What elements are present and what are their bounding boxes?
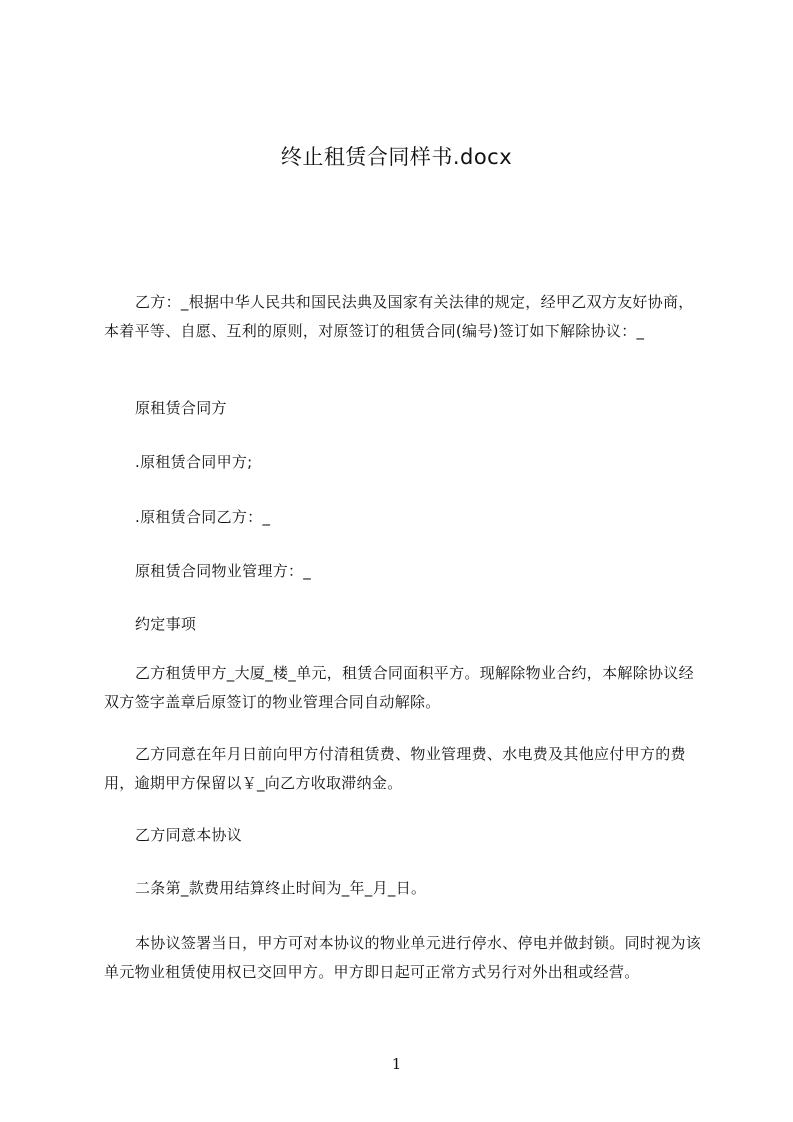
- agree-line: 乙方同意本协议: [135, 826, 243, 844]
- property-manager-line: 原租赁合同物业管理方：_: [135, 562, 312, 580]
- party-b-line: .原租赁合同乙方：_: [135, 508, 271, 526]
- page-number: 1: [391, 1055, 402, 1073]
- page-title: 终止租赁合同样书.docx: [280, 145, 513, 169]
- terms-heading: 约定事项: [135, 615, 197, 633]
- party-a-line: .原租赁合同甲方;: [135, 453, 253, 471]
- term-paragraph-2: 乙方同意在年月日前向甲方付清租赁费、物业管理费、水电费及其他应付甲方的费用，逾期甲方保留以￥_向乙方收取滞纳金。: [104, 745, 686, 792]
- term-paragraph-1: 乙方租赁甲方_大厦_楼_单元，租赁合同面积平方。现解除物业合约，本解除协议经双方签字盖章后原签订的物业管理合同自动解除。: [104, 664, 694, 711]
- term-paragraph-3: 本协议签署当日，甲方可对本协议的物业单元进行停水、停电并做封锁。同时视为该单元物业租赁使用权已交回甲方。甲方即日起可正常方式另行对外出租或经营。: [104, 934, 702, 981]
- settlement-line: 二条第_款费用结算终止时间为_年_月_日。: [135, 879, 427, 897]
- intro-paragraph: 乙方：_根据中华人民共和国民法典及国家有关法律的规定，经甲乙双方友好协商，本着平等、自愿、互利的原则，对原签订的租赁合同(编号)签订如下解除协议：_: [104, 293, 694, 340]
- parties-heading: 原租赁合同方: [135, 399, 227, 417]
